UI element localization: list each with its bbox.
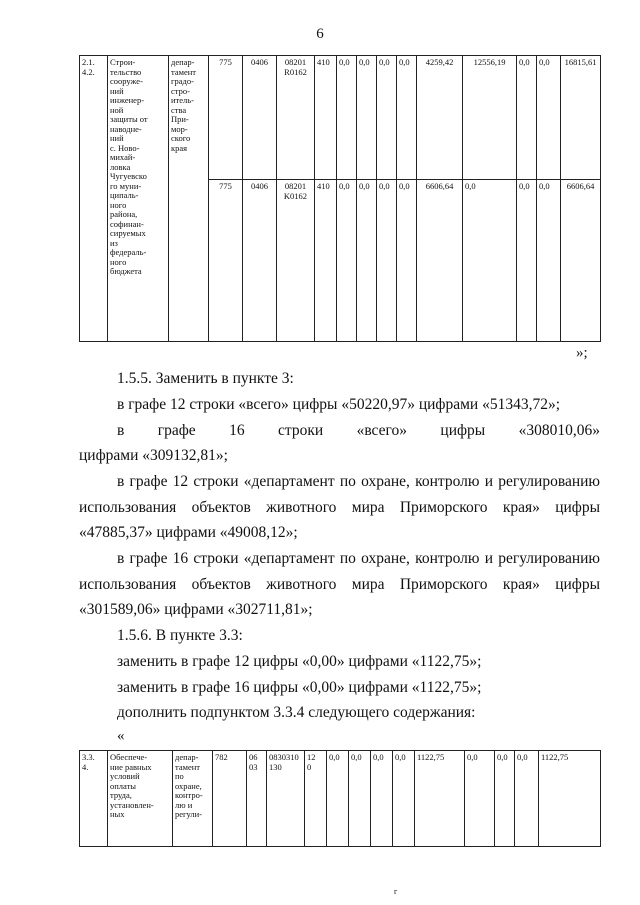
table-cell: 16815,61 bbox=[561, 56, 601, 180]
table-cell: 0,0 bbox=[537, 180, 561, 342]
table-cell: 0,0 bbox=[337, 180, 357, 342]
table-cell: 0,0 bbox=[517, 56, 537, 180]
table-cell: 0,0 bbox=[377, 56, 397, 180]
paragraph: 1.5.6. В пункте 3.3: bbox=[117, 627, 243, 644]
paragraph: использования объектов животного мира Приморского края» цифры bbox=[79, 576, 600, 593]
paragraph: в графе 12 строки «департамент по охране, контролю и регулированию bbox=[117, 473, 600, 490]
table-cell: 775 bbox=[209, 56, 243, 180]
table-cell: 12556,19 bbox=[463, 56, 517, 180]
paragraph: 1.5.5. Заменить в пункте 3: bbox=[117, 370, 294, 387]
executor-cell: депар- тамент градо- стро- итель- ства При- мор- ского края bbox=[169, 56, 209, 342]
table-row bbox=[80, 751, 601, 847]
paragraph: заменить в графе 16 цифры «0,00» цифрами «1122,75»; bbox=[117, 679, 482, 696]
row-label: 3.3. 4. bbox=[80, 751, 108, 847]
paragraph: цифрами «309132,81»; bbox=[79, 447, 228, 464]
table-cell: 775 bbox=[209, 180, 243, 342]
table-cell: 0,0 bbox=[377, 180, 397, 342]
table-cell: 410 bbox=[315, 180, 337, 342]
table-cell: 12 0 bbox=[305, 751, 327, 847]
table-cell: 0,0 bbox=[463, 180, 517, 342]
paragraph: в графе 16 строки «департамент по охране, контролю и регулированию bbox=[117, 550, 600, 567]
table-cell: 6606,64 bbox=[417, 180, 463, 342]
page-mark: г bbox=[394, 887, 398, 896]
table-cell: 1122,75 bbox=[415, 751, 465, 847]
page-number: 6 bbox=[316, 26, 324, 42]
table-cell: 0,0 bbox=[357, 56, 377, 180]
table-cell: 0,0 bbox=[349, 751, 371, 847]
table-cell: 6606,64 bbox=[561, 180, 601, 342]
executor-cell: депар- тамент по охране, контро- лю и регули- bbox=[173, 751, 213, 847]
table-cell: 0,0 bbox=[515, 751, 539, 847]
paragraph: в графе 12 строки «всего» цифры «50220,97» цифрами «51343,72»; bbox=[117, 396, 561, 413]
paragraph: в графе 16 строки «всего» цифры «308010,06» bbox=[117, 422, 600, 439]
table-cell: 0406 bbox=[243, 56, 277, 180]
table-cell: 08201 R0162 bbox=[277, 56, 315, 180]
table-cell: 0,0 bbox=[357, 180, 377, 342]
table-cell: 0,0 bbox=[517, 180, 537, 342]
budget-table-1 bbox=[79, 55, 601, 342]
description-cell: Обеспече- ние равных условий оплаты труда, установлен- ных bbox=[108, 751, 173, 847]
table-cell: 0,0 bbox=[327, 751, 349, 847]
table-cell: 782 bbox=[213, 751, 247, 847]
table-cell: 0830310 130 bbox=[267, 751, 305, 847]
paragraph: использования объектов животного мира Приморского края» цифры bbox=[79, 499, 600, 516]
table-cell: 0,0 bbox=[371, 751, 393, 847]
table-row bbox=[80, 56, 601, 180]
table-cell: 0,0 bbox=[397, 56, 417, 180]
table-cell: 06 03 bbox=[247, 751, 267, 847]
paragraph: «47885,37» цифрами «49008,12»; bbox=[79, 524, 298, 541]
paragraph: «301589,06» цифрами «302711,81»; bbox=[79, 601, 313, 618]
table-cell: 0,0 bbox=[337, 56, 357, 180]
table-cell: 0406 bbox=[243, 180, 277, 342]
table-cell: 4259,42 bbox=[417, 56, 463, 180]
table-cell: 0,0 bbox=[397, 180, 417, 342]
table-cell: 08201 K0162 bbox=[277, 180, 315, 342]
table-cell: 0,0 bbox=[393, 751, 415, 847]
budget-table-2 bbox=[79, 750, 601, 847]
table-cell: 410 bbox=[315, 56, 337, 180]
closing-quote: »; bbox=[576, 345, 588, 361]
opening-quote: « bbox=[117, 728, 125, 744]
row-label: 2.1. 4.2. bbox=[80, 56, 108, 342]
paragraph: заменить в графе 12 цифры «0,00» цифрами «1122,75»; bbox=[117, 653, 482, 670]
table-cell: 0,0 bbox=[537, 56, 561, 180]
description-cell: Строи- тельство сооруже- ний инженер- ной защиты от наводне- ний с. Ново- михай- ловка Чугуевско го муни- ципаль- ного района, софинан- сируемых из федераль- ного бюджета bbox=[108, 56, 169, 342]
table-cell: 1122,75 bbox=[539, 751, 601, 847]
paragraph: дополнить подпунктом 3.3.4 следующего содержания: bbox=[117, 704, 476, 721]
table-cell: 0,0 bbox=[465, 751, 495, 847]
table-cell: 0,0 bbox=[495, 751, 515, 847]
